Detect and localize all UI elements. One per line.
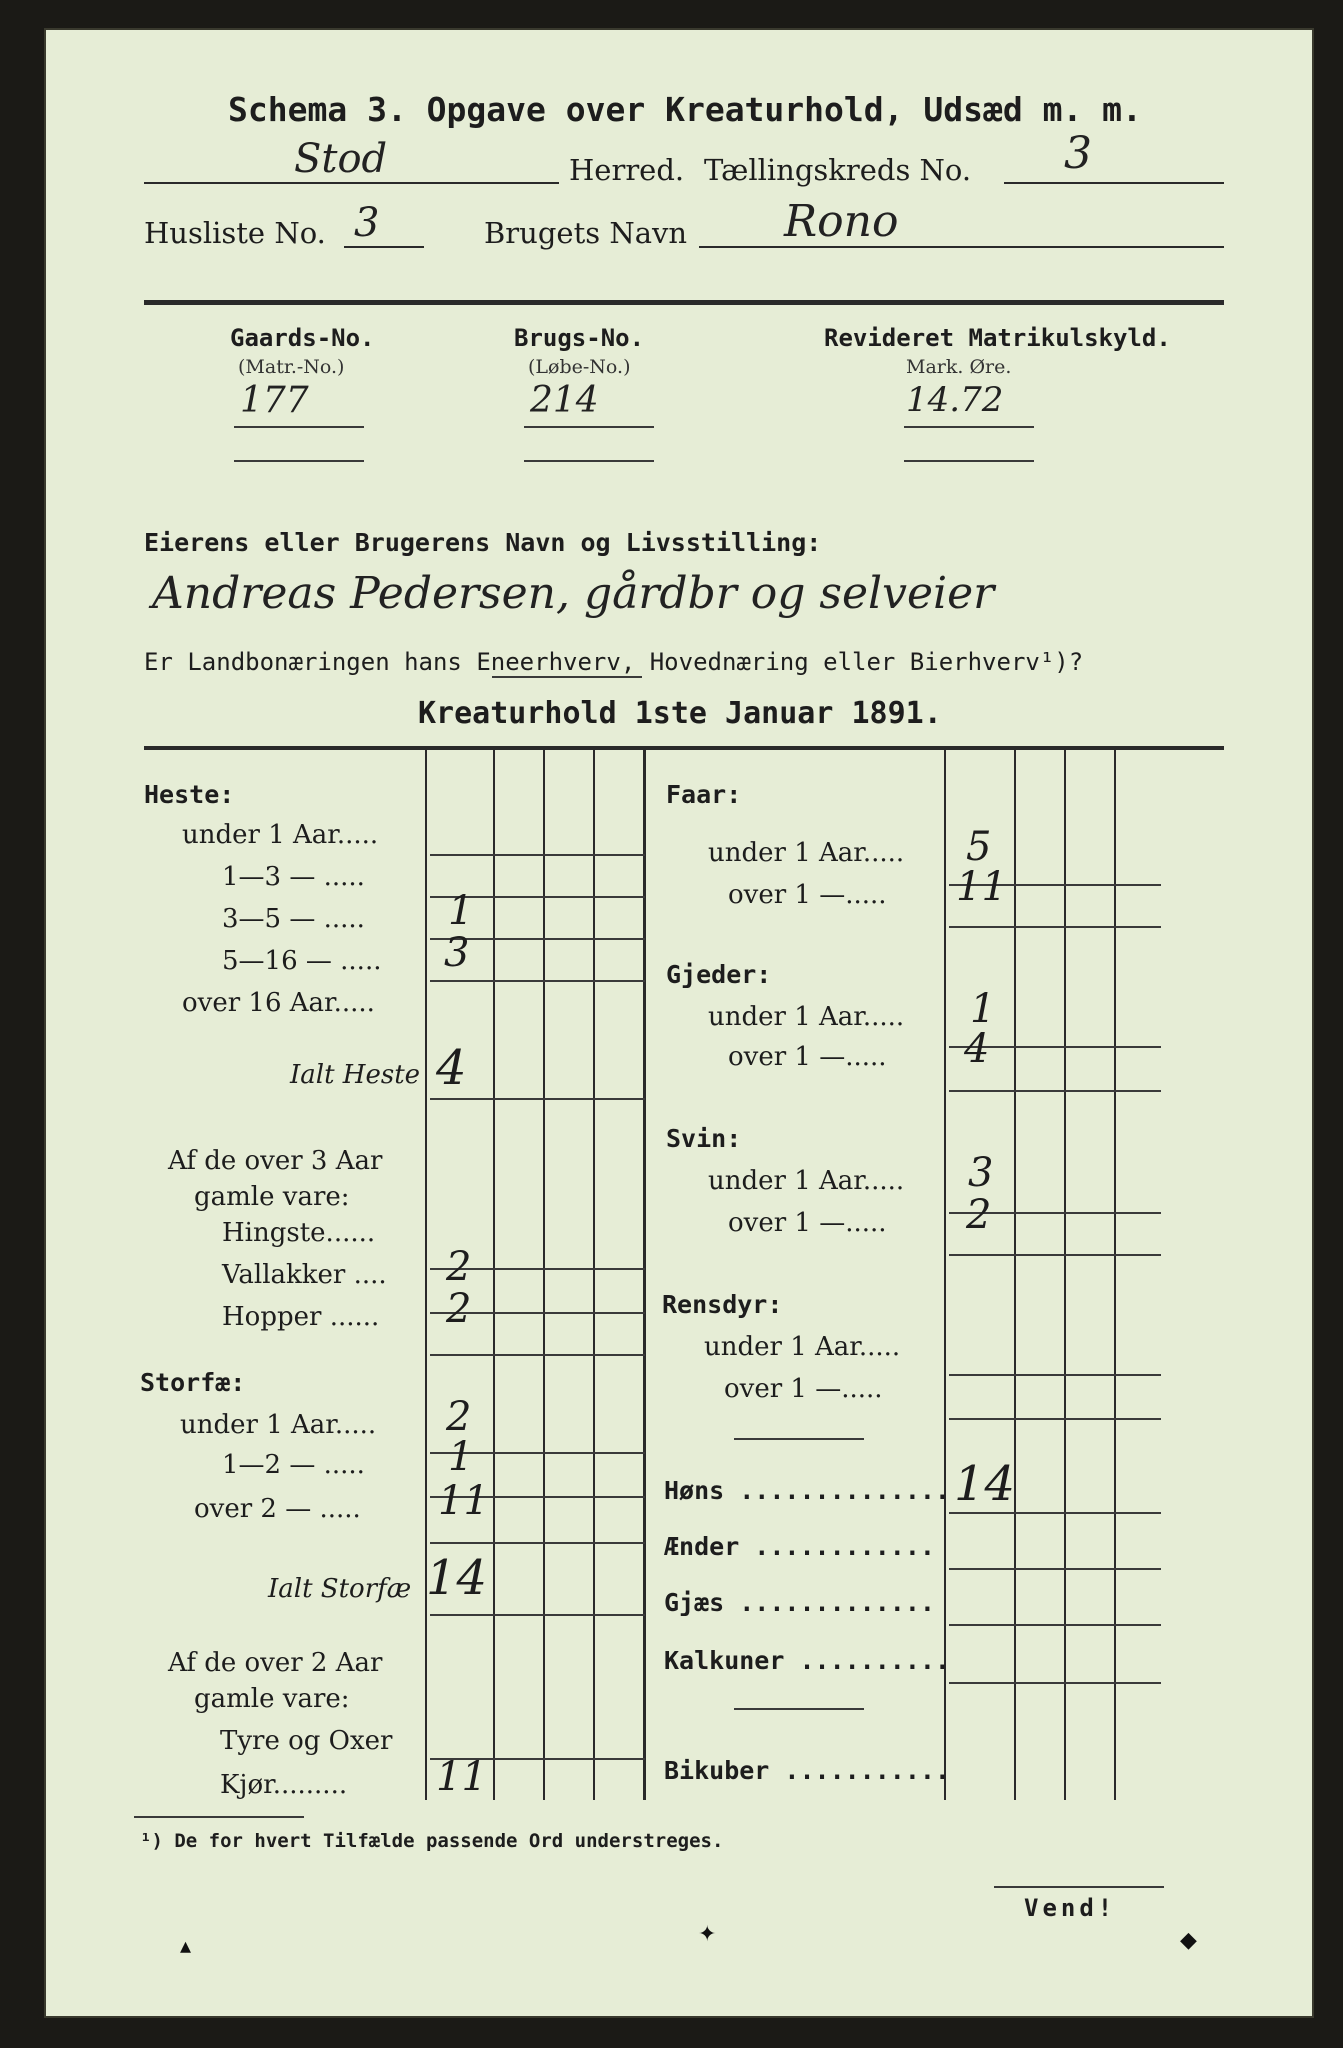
census-form-sheet — [44, 28, 1314, 2018]
punch-mark-right: ◆ — [1180, 1928, 1197, 1953]
gaards-title: Gaards-No. — [230, 324, 375, 352]
husliste-line — [344, 246, 424, 248]
faar-under1-value: 5 — [966, 824, 992, 870]
owner-label: Eierens eller Brugerens Navn og Livsstilling: — [144, 528, 822, 557]
gjeder-over1-label: over 1 —..... — [728, 1042, 887, 1072]
hons-value: 14 — [954, 1456, 1016, 1512]
section-rule — [144, 746, 1224, 750]
faar-heading: Faar: — [666, 780, 742, 809]
ialt-heste-label: Ialt Heste — [290, 1060, 421, 1090]
hons-label: Høns .............. — [664, 1476, 950, 1505]
herred-line — [144, 182, 559, 184]
brug-label: Brugets Navn — [484, 216, 688, 250]
storfae-under1-value: 2 — [446, 1394, 472, 1440]
kalkuner-label: Kalkuner .......... — [664, 1646, 950, 1675]
gjeder-under1-label: under 1 Aar..... — [708, 1002, 905, 1032]
heste-1-3-label: 1—3 — ..... — [222, 862, 365, 892]
brugs-sub: (Løbe-No.) — [528, 356, 631, 378]
heste-3-5-label: 3—5 — ..... — [222, 904, 365, 934]
faar-over1-value: 11 — [956, 864, 1007, 910]
rensdyr-over1-label: over 1 —..... — [724, 1374, 883, 1404]
brugs-title: Brugs-No. — [514, 324, 645, 352]
heste-3-5-value: 1 — [448, 888, 474, 934]
gjaes-label: Gjæs ............. — [664, 1588, 935, 1617]
storfae-under1-label: under 1 Aar..... — [180, 1410, 377, 1440]
ender-label: Ænder ............ — [664, 1532, 935, 1561]
kreds-line — [1004, 182, 1224, 184]
footnote: ¹) De for hvert Tilfælde passende Ord understreges. — [140, 1830, 724, 1852]
bikuber-label: Bikuber ........... — [664, 1756, 950, 1785]
header-rule — [144, 300, 1224, 305]
vallakker-label: Vallakker .... — [222, 1260, 387, 1290]
footnote-rule — [134, 1816, 304, 1818]
heste-over16-label: over 16 Aar..... — [182, 988, 375, 1018]
punch-mark-center: ✦ — [698, 1922, 717, 1947]
form-title: Schema 3. Opgave over Kreaturhold, Udsæd m. m. — [228, 90, 1142, 129]
kreds-value: 3 — [1064, 128, 1092, 179]
kjor-label: Kjør......... — [220, 1770, 348, 1800]
brugs-value: 214 — [530, 380, 599, 421]
vend-label: Vend! — [1024, 1894, 1117, 1922]
ialt-storfae-label: Ialt Storfæ — [268, 1574, 412, 1604]
storfae-over2-label: over 2 — ..... — [194, 1494, 361, 1524]
herred-value: Stod — [294, 136, 388, 182]
svin-under1-label: under 1 Aar..... — [708, 1166, 905, 1196]
svin-over1-value: 2 — [966, 1192, 992, 1238]
heste-under1-label: under 1 Aar..... — [182, 820, 379, 850]
owner-value: Andreas Pedersen, gårdbr og selveier — [152, 568, 995, 619]
vallakker-value: 2 — [446, 1244, 472, 1290]
brug-value: Rono — [784, 196, 899, 247]
svin-heading: Svin: — [666, 1124, 742, 1153]
faar-under1-label: under 1 Aar..... — [708, 838, 905, 868]
tyre-label: Tyre og Oxer — [220, 1726, 393, 1756]
af-heste-2: gamle vare: — [194, 1182, 350, 1212]
kreds-label: Tællingskreds No. — [704, 153, 972, 187]
svin-over1-label: over 1 —..... — [728, 1208, 887, 1238]
ialt-heste-value: 4 — [436, 1040, 467, 1096]
husliste-label: Husliste No. — [144, 216, 326, 250]
storfae-1-2-label: 1—2 — ..... — [222, 1450, 365, 1480]
faar-over1-label: over 1 —..... — [728, 880, 887, 910]
storfae-1-2-value: 1 — [448, 1434, 474, 1480]
rensdyr-heading: Rensdyr: — [662, 1290, 783, 1319]
matrikulskyld-sub: Mark. Øre. — [906, 356, 1012, 378]
kjor-value: 11 — [436, 1754, 487, 1800]
rensdyr-under1-label: under 1 Aar..... — [704, 1332, 901, 1362]
gaards-sub: (Matr.-No.) — [238, 356, 345, 378]
af-storfae-2: gamle vare: — [194, 1684, 350, 1714]
hopper-value: 2 — [446, 1286, 472, 1332]
husliste-value: 3 — [354, 200, 380, 246]
vend-rule — [994, 1886, 1164, 1888]
matrikulskyld-title: Revideret Matrikulskyld. — [824, 324, 1171, 352]
brug-line — [699, 246, 1224, 248]
section-title: Kreaturhold 1ste Januar 1891. — [418, 696, 942, 731]
gjeder-over1-value: 4 — [964, 1026, 990, 1072]
heste-5-16-value: 3 — [444, 930, 470, 976]
heste-heading: Heste: — [144, 780, 235, 809]
storfae-heading: Storfæ: — [140, 1368, 246, 1397]
ialt-storfae-value: 14 — [426, 1550, 488, 1606]
af-storfae-1: Af de over 2 Aar — [168, 1648, 383, 1678]
eneerhverv-underline — [492, 676, 642, 678]
herred-label: Herred. — [569, 153, 685, 187]
hingste-label: Hingste...... — [222, 1218, 376, 1248]
svin-under1-value: 3 — [968, 1150, 994, 1196]
storfae-over2-value: 11 — [438, 1478, 489, 1524]
gjeder-under1-value: 1 — [970, 986, 996, 1032]
matrikulskyld-value: 14.72 — [906, 380, 1004, 420]
hopper-label: Hopper ...... — [222, 1302, 380, 1332]
af-heste-1: Af de over 3 Aar — [168, 1146, 383, 1176]
gaards-value: 177 — [240, 380, 309, 421]
heste-5-16-label: 5—16 — ..... — [222, 946, 382, 976]
gjeder-heading: Gjeder: — [666, 960, 772, 989]
punch-mark-left: ▴ — [180, 1934, 192, 1959]
occupation-question: Er Landbonæringen hans Eneerhverv, Hovednæring eller Bierhverv¹)? — [144, 648, 1084, 676]
